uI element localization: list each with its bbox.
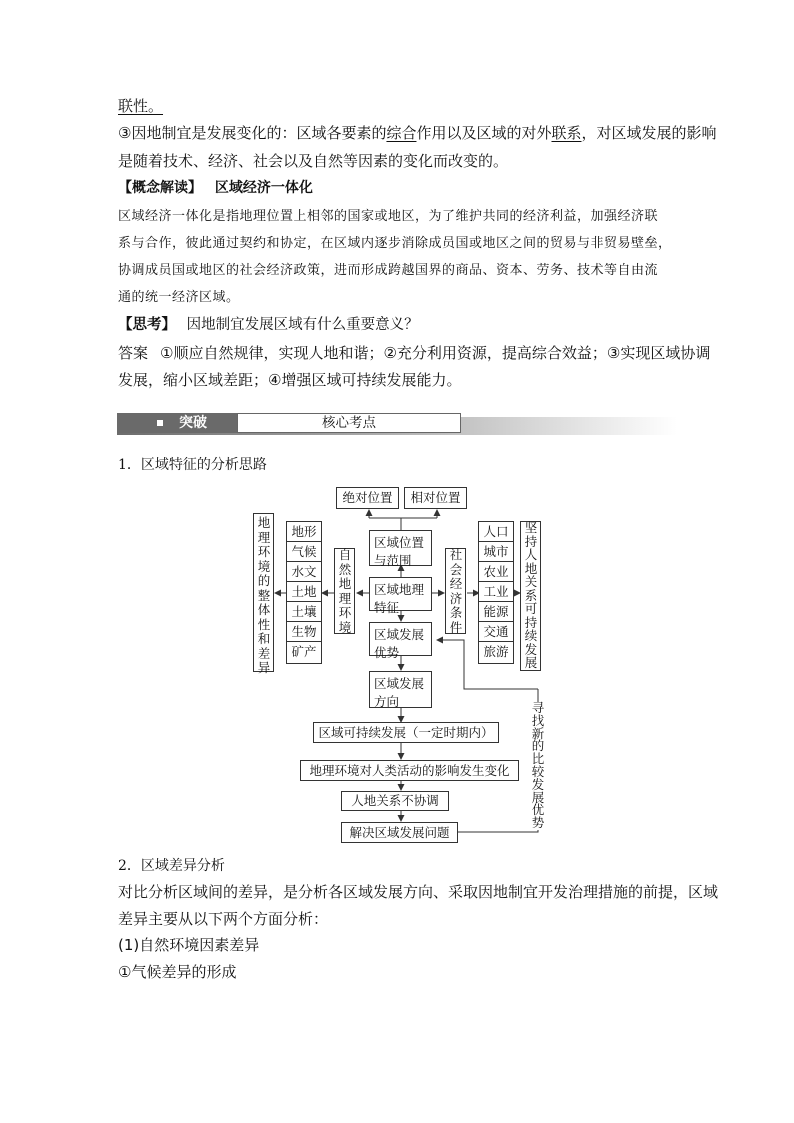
box-line: 特征: [374, 600, 400, 615]
banner-dark-label: 突破: [179, 415, 207, 431]
seek-new-advantage-text: [531, 702, 545, 830]
concept-heading: [118, 178, 313, 198]
char: 较: [531, 763, 545, 779]
paragraph-line: 对比分析区域间的差异，是分析各区域发展方向、采取因地制宜开发治理措施的前提，区域: [118, 883, 719, 901]
right-outer-text: [524, 521, 538, 670]
char: 找: [531, 712, 545, 728]
think-bracket: 【思考】: [118, 317, 176, 333]
solve-problems-box: 解决区域发展问题: [341, 822, 458, 843]
char: 系: [524, 587, 538, 603]
section-title: 2．区域差异分析: [118, 858, 225, 874]
social-items-stack: [478, 521, 514, 664]
char: 地: [338, 576, 352, 591]
geo-feature-box: [369, 577, 432, 615]
box-line: 区域位置: [374, 535, 425, 550]
dev-advantage-box: [369, 622, 432, 660]
box-line: 区域发展: [374, 627, 425, 642]
char: 和: [257, 631, 271, 646]
char: 比: [531, 751, 545, 767]
char: 坚: [524, 520, 538, 535]
section-title: 1．区域特征的分析思路: [118, 457, 267, 473]
char: 理: [257, 529, 271, 545]
social-item: 人口: [479, 522, 513, 542]
char: 体: [257, 602, 271, 617]
section-banner: [117, 413, 677, 435]
text-span: ③因地制宜是发展变化的：区域各要素的: [118, 124, 387, 142]
social-item: 城市: [479, 542, 513, 562]
concept-line: 协调成员国或地区的社会经济政策，进而形成跨越国界的商品、资本、劳务、技术等自由流: [118, 263, 659, 278]
char: 环: [338, 605, 352, 620]
paragraph-line: [118, 123, 717, 143]
social-item: 工业: [479, 582, 513, 602]
char: 自: [338, 547, 352, 562]
text-span: 作用以及区域的对外: [416, 124, 552, 142]
concept-heading-bracket: 【概念解读】: [118, 180, 202, 196]
char: 新: [531, 725, 545, 741]
underlined-term: 联系: [551, 124, 582, 142]
banner-dark-tab: [117, 413, 237, 433]
box-line: 方向: [374, 694, 400, 709]
square-icon: [157, 420, 163, 426]
box-line: 与范围: [374, 553, 412, 568]
natural-env-text: [338, 548, 352, 635]
text-span: ，对区域发展的影响: [581, 124, 717, 142]
concept-line: 区域经济一体化是指地理位置上相邻的国家或地区，为了维护共同的经济利益，加强经济联: [118, 209, 659, 224]
char: 展: [531, 789, 545, 805]
paragraph-line: (1)自然环境因素差异: [118, 936, 260, 954]
char: 境: [338, 619, 352, 635]
char: 持: [524, 614, 538, 630]
char: 人: [524, 547, 538, 562]
left-outer-text: [257, 516, 271, 676]
char: 社: [449, 547, 463, 562]
char: 性: [257, 616, 271, 632]
char: 经: [449, 576, 463, 591]
char: 关: [524, 574, 538, 589]
relative-location-box: 相对位置: [404, 487, 467, 509]
char: 理: [338, 590, 352, 606]
think-heading: [118, 315, 419, 335]
paragraph-line: 差异主要从以下两个方面分析：: [118, 910, 329, 928]
natural-item: 生物: [287, 622, 321, 642]
underlined-term: 联性。: [118, 97, 164, 115]
char: 寻: [531, 700, 545, 715]
social-item: 旅游: [483, 644, 509, 659]
char: 可: [524, 601, 538, 616]
char: 然: [338, 561, 352, 577]
banner-white-tab: 核心考点: [237, 413, 461, 433]
char: 差: [257, 645, 271, 661]
left-outer-box: [253, 513, 274, 675]
concept-line: 系与合作，彼此通过契约和协定，在区域内逐步消除成员国或地区之间的贸易与非贸易壁垒，: [118, 236, 672, 251]
natural-item: 土地: [287, 582, 321, 602]
human-land-imbalance-box: 人地关系不协调: [341, 791, 449, 811]
answer-text: ①顺应自然规律，实现人地和谐；②充分利用资源，提高综合效益；③实现区域协调: [160, 344, 711, 362]
char: 整: [257, 587, 271, 603]
social-econ-box: [445, 548, 466, 634]
char: 持: [524, 533, 538, 549]
concept-heading-title: 区域经济一体化: [214, 180, 313, 196]
box-line: 优势: [374, 645, 400, 660]
char: 发: [524, 641, 538, 657]
paragraph-line: [118, 96, 163, 116]
char: 济: [449, 590, 463, 606]
char: 境: [257, 558, 271, 574]
think-question: 因地制宜发展区域有什么重要意义？: [186, 317, 419, 333]
char: 条: [449, 605, 463, 620]
natural-items-stack: [286, 521, 322, 664]
natural-item: 气候: [287, 542, 321, 562]
social-item: 能源: [479, 602, 513, 622]
concept-line: 通的统一经济区域。: [118, 290, 240, 305]
paragraph-line: ①气候差异的形成: [118, 963, 237, 981]
char: 展: [524, 655, 538, 670]
answer-line: 发展，缩小区域差距；④增强区域可持续发展能力。: [118, 371, 462, 389]
absolute-location-box: 绝对位置: [336, 487, 399, 509]
char: 件: [449, 619, 463, 635]
location-range-box: [369, 530, 432, 566]
answer-line: [118, 343, 710, 363]
sustainable-dev-box: 区域可持续发展（一定时期内）: [313, 722, 499, 743]
char: 会: [449, 561, 463, 577]
right-outer-box: [520, 521, 541, 671]
char: 异: [257, 660, 271, 675]
box-line: 区域发展: [374, 676, 425, 691]
answer-label: 答案: [118, 344, 149, 362]
underlined-term: 综合: [386, 124, 417, 142]
natural-env-box: [334, 548, 355, 634]
char: 环: [257, 544, 271, 559]
social-item: 交通: [479, 622, 513, 642]
natural-item: 水文: [287, 562, 321, 582]
char: 的: [257, 573, 271, 588]
social-econ-text: [449, 548, 463, 635]
social-item: 农业: [479, 562, 513, 582]
char: 地: [524, 560, 538, 576]
env-impact-change-box: 地理环境对人类活动的影响发生变化: [300, 760, 519, 781]
natural-item: 地形: [287, 522, 321, 542]
char: 的: [531, 738, 545, 754]
char: 地: [257, 515, 271, 530]
char: 发: [531, 776, 545, 792]
char: 势: [531, 815, 545, 831]
natural-item: 矿产: [291, 644, 317, 659]
char: 优: [531, 802, 545, 818]
char: 续: [524, 628, 538, 643]
box-line: 区域地理: [374, 582, 425, 597]
natural-item: 土壤: [287, 602, 321, 622]
dev-direction-box: [369, 671, 432, 708]
paragraph-line: 是随着技术、经济、社会以及自然等因素的变化而改变的。: [118, 152, 509, 170]
